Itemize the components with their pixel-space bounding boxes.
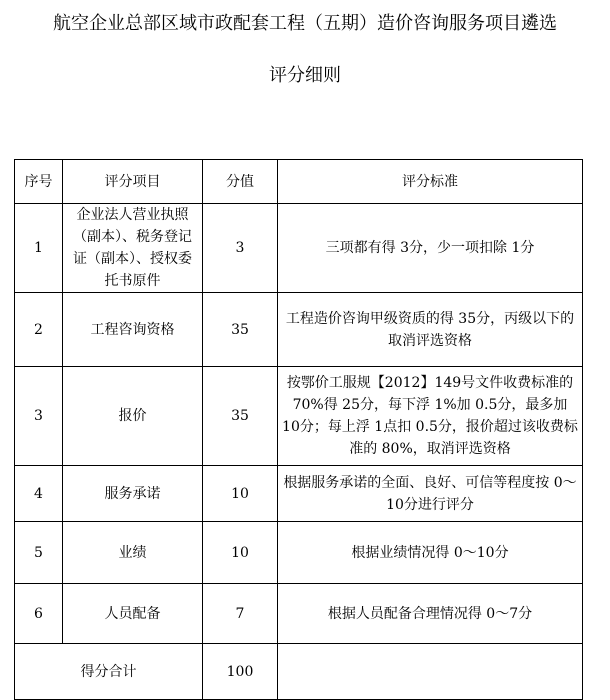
row-score: 3 xyxy=(203,204,278,293)
row-item: 企业法人营业执照（副本）、税务登记证（副本）、授权委托书原件 xyxy=(63,204,203,293)
row-standard: 三项都有得 3分，少一项扣除 1分 xyxy=(278,204,583,293)
table-row xyxy=(15,466,583,522)
row-score: 35 xyxy=(203,367,278,466)
row-standard: 根据人员配备合理情况得 0～7分 xyxy=(278,584,583,644)
row-item: 报价 xyxy=(63,367,203,466)
row-standard: 按鄂价工服规【2012】149号文件收费标准的 70%得 25分，每下浮 1%加 0.5分，最多加 10分；每上浮 1点扣 0.5分，报价超过该收费标准的 80%，取消评选资格 xyxy=(278,367,583,466)
table-row xyxy=(15,204,583,293)
scoring-table xyxy=(14,159,583,700)
row-no: 4 xyxy=(15,466,63,522)
row-no: 5 xyxy=(15,522,63,584)
row-score: 10 xyxy=(203,522,278,584)
header-item: 评分项目 xyxy=(63,160,203,204)
row-score: 10 xyxy=(203,466,278,522)
row-no: 6 xyxy=(15,584,63,644)
header-no: 序号 xyxy=(15,160,63,204)
table-row xyxy=(15,584,583,644)
total-row xyxy=(15,644,583,700)
row-standard: 根据服务承诺的全面、良好、可信等程度按 0～10分进行评分 xyxy=(278,466,583,522)
row-standard: 工程造价咨询甲级资质的得 35分，丙级以下的取消评选资格 xyxy=(278,293,583,367)
table-header-row xyxy=(15,160,583,204)
header-standard: 评分标准 xyxy=(278,160,583,204)
table-row xyxy=(15,522,583,584)
document-title: 航空企业总部区域市政配套工程（五期）造价咨询服务项目遴选 xyxy=(53,13,557,34)
row-item: 人员配备 xyxy=(63,584,203,644)
row-score: 35 xyxy=(203,293,278,367)
row-item: 业绩 xyxy=(63,522,203,584)
total-score: 100 xyxy=(203,644,278,700)
table-row xyxy=(15,293,583,367)
row-no: 1 xyxy=(15,204,63,293)
total-standard xyxy=(278,644,583,700)
row-score: 7 xyxy=(203,584,278,644)
row-standard: 根据业绩情况得 0～10分 xyxy=(278,522,583,584)
document-subtitle: 评分细则 xyxy=(269,65,341,86)
row-no: 3 xyxy=(15,367,63,466)
row-no: 2 xyxy=(15,293,63,367)
table-row xyxy=(15,367,583,466)
row-item: 服务承诺 xyxy=(63,466,203,522)
header-score: 分值 xyxy=(203,160,278,204)
total-label: 得分合计 xyxy=(15,644,203,700)
row-item: 工程咨询资格 xyxy=(63,293,203,367)
